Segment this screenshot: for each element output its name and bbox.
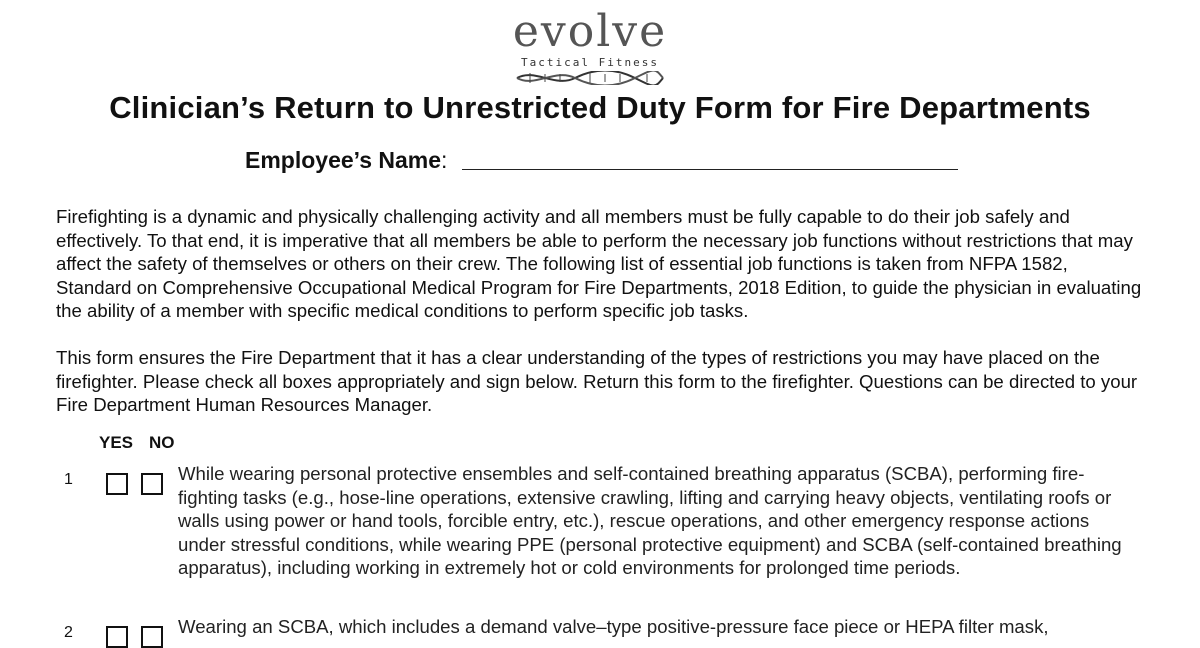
employee-name-colon: : <box>441 147 448 173</box>
item-number: 1 <box>64 471 73 488</box>
yes-checkbox[interactable] <box>106 626 128 648</box>
logo-wordmark: evolve <box>512 6 668 57</box>
dna-helix-icon <box>515 71 665 85</box>
intro-paragraph: Firefighting is a dynamic and physically challenging activity and all members must be fully capable to do their job safely and effectively. To that end, it is imperative that all members be able to perform the necessary job functions without restrictions that may affect the safety of themselves or others on their crew. The following list of essential job functions is taken from NFPA 1582, Standard on Comprehensive Occupational Medical Program for Fire Departments, 2018 Edition, to guide the physician in evaluating the ability of a member with specific medical conditions to perform specific job tasks. <box>56 206 1142 321</box>
yes-column-header: YES <box>99 433 134 452</box>
logo-tagline: Tactical Fitness <box>521 56 659 69</box>
item-text: Wearing an SCBA, which includes a demand valve–type positive-pressure face piece or HEPA filter mask, <box>178 616 1049 637</box>
instructions-paragraph: This form ensures the Fire Department that it has a clear understanding of the types of restrictions you may have placed on the firefighter. Please check all boxes appropriately and sign below. Return this form to the firefighter. Questions can be directed to your Fire Department Human Resources Manager. <box>56 347 1138 415</box>
no-column-header: NO <box>149 433 175 452</box>
evolve-logo <box>500 6 680 86</box>
employee-name-label: Employee’s Name <box>245 147 442 173</box>
no-checkbox[interactable] <box>141 626 163 648</box>
no-checkbox[interactable] <box>141 473 163 495</box>
yes-checkbox[interactable] <box>106 473 128 495</box>
employee-name-field[interactable] <box>462 147 958 170</box>
item-text: While wearing personal protective ensembles and self-contained breathing apparatus (SCBA), performing fire-fighting tasks (e.g., hose-line operations, extensive crawling, lifting and carrying heavy objects, ventilating roofs or walls using power or hand tools, forcible entry, etc.), rescue operations, and other emergency response actions under stressful conditions, while wearing PPE (personal protective equipment) and SCBA (self-contained breathing apparatus), including working in extremely hot or cold environments for prolonged time periods. <box>178 463 1122 578</box>
employee-name-row <box>245 147 958 174</box>
item-number: 2 <box>64 624 73 641</box>
form-title: Clinician’s Return to Unrestricted Duty Form for Fire Departments <box>109 90 1091 125</box>
